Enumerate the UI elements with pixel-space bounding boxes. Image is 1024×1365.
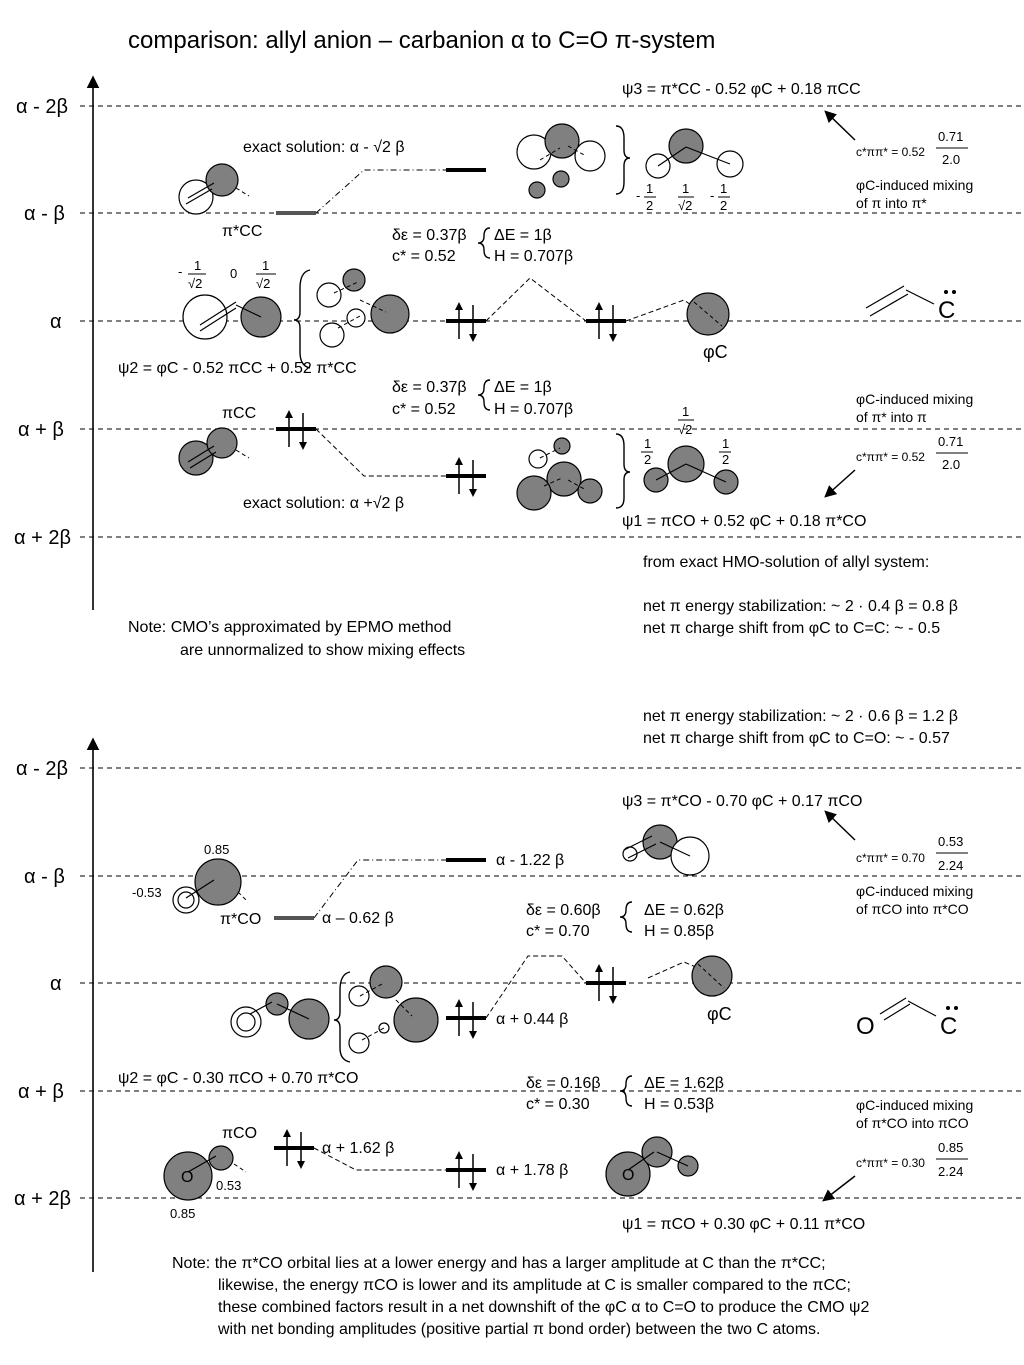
- mix-fraction-num: 0.71: [938, 129, 964, 144]
- svg-text:1: 1: [646, 181, 654, 196]
- mix-fraction-num: 0.71: [938, 434, 964, 449]
- delta-epsilon: δε = 0.60β: [526, 902, 601, 919]
- svg-text:1: 1: [722, 436, 730, 451]
- svg-text:O: O: [856, 1013, 875, 1040]
- psi1-level: [446, 1151, 486, 1191]
- svg-text:1: 1: [682, 181, 690, 196]
- psi2-co-orbital: [231, 993, 329, 1039]
- psi2-equation: ψ2 = φC - 0.30 πCO + 0.70 π*CO: [118, 1070, 359, 1087]
- svg-text:2: 2: [722, 452, 730, 467]
- exact-upper-label: exact solution: α - √2 β: [243, 139, 405, 156]
- svg-text:√2: √2: [256, 276, 271, 291]
- delta-epsilon: δε = 0.37β: [392, 227, 467, 244]
- arrow: [826, 470, 855, 496]
- mix-text: φC-induced mixing: [856, 391, 974, 407]
- pi-star-cc-label: π*CC: [222, 223, 263, 240]
- svg-text:2: 2: [646, 198, 654, 213]
- top-level-label: α + 2β: [14, 527, 71, 549]
- svg-text:-: -: [178, 264, 183, 279]
- delta-e: ΔE = 1β: [494, 379, 552, 396]
- pi-cc-level: [276, 410, 316, 450]
- exact-lower-label: exact solution: α +√2 β: [243, 495, 405, 512]
- mix-fraction-den: 2.0: [942, 152, 961, 167]
- delta-e: ΔE = 1.62β: [644, 1075, 724, 1092]
- note-bottom: with net bonding amplitudes (positive partial π bond order) between the two C atoms.: [218, 1321, 821, 1338]
- phi-c-orbital: [687, 293, 729, 335]
- o-atom-label: O: [622, 1167, 635, 1184]
- c-star: c* = 0.52: [392, 248, 456, 265]
- psi2-level-right: [586, 964, 626, 1004]
- arrow: [826, 812, 855, 840]
- coef-label: -0.53: [132, 885, 162, 900]
- connector: [316, 170, 446, 213]
- mix-coefficient: c*ππ* = 0.70: [856, 851, 925, 865]
- bottom-level-label: α + β: [18, 1081, 64, 1103]
- e-pi-label: α + 1.62 β: [322, 1140, 395, 1157]
- mix-fraction-den: 2.24: [938, 858, 964, 873]
- connector: [648, 962, 698, 978]
- psi2-orbital-set: [317, 269, 409, 347]
- allyl-structure: [866, 286, 956, 324]
- arrow: [826, 112, 855, 140]
- delta-epsilon: δε = 0.37β: [392, 379, 467, 396]
- phi-c-label: φC: [703, 342, 728, 362]
- mix-text: φC-induced mixing: [856, 883, 974, 899]
- svg-text:2: 2: [644, 452, 652, 467]
- mix-coefficient: c*ππ* = 0.30: [856, 1156, 925, 1170]
- top-level-label: α - 2β: [16, 96, 68, 118]
- summary-energy: net π energy stabilization: ~ 2 · 0.6 β = 1.2 β: [643, 708, 958, 725]
- svg-text:1: 1: [644, 436, 652, 451]
- mix-text: of π into π*: [856, 195, 927, 211]
- psi3-exact-orbital: [646, 129, 743, 178]
- pi-co-level: [274, 1129, 314, 1169]
- svg-text:√2: √2: [188, 276, 203, 291]
- svg-text:1: 1: [262, 258, 270, 273]
- pi-cc-label: πCC: [222, 405, 257, 422]
- psi2-level-left: [446, 302, 486, 342]
- psi2-co-orbital-set: [349, 966, 438, 1053]
- brace: [478, 228, 490, 258]
- coef-label: 0.53: [216, 1178, 242, 1193]
- svg-text:0: 0: [230, 266, 238, 281]
- mix-text: of π* into π: [856, 409, 927, 425]
- summary-charge: net π charge shift from φC to C=O: ~ - 0.57: [643, 730, 950, 747]
- delta-epsilon: δε = 0.16β: [526, 1075, 601, 1092]
- psi1-orbital-set: [517, 438, 602, 510]
- coef-label: 0.85: [204, 842, 230, 857]
- o-atom-label: O: [181, 1169, 194, 1186]
- hmo-heading: from exact HMO-solution of allyl system:: [643, 554, 930, 571]
- h-value: H = 0.53β: [644, 1096, 715, 1113]
- brace: [294, 270, 310, 368]
- mix-text: of π*CO into πCO: [856, 1115, 969, 1131]
- psi2-orbital: [183, 295, 281, 339]
- psi1-co-orbital: [606, 1137, 698, 1196]
- svg-text:C: C: [940, 1013, 958, 1040]
- mix-fraction-num: 0.85: [938, 1140, 964, 1155]
- coef-label: 0.85: [170, 1206, 196, 1221]
- pi-star-cc-orbital: [179, 164, 249, 214]
- pi-co-label: πCO: [222, 1125, 258, 1142]
- psi3-co-orbital: [623, 825, 709, 875]
- top-level-label: α + β: [18, 419, 64, 441]
- brace: [616, 434, 630, 508]
- note-top: are unnormalized to show mixing effects: [180, 642, 466, 659]
- psi3-equation: ψ3 = π*CC - 0.52 φC + 0.18 πCC: [622, 81, 861, 98]
- delta-e: ΔE = 1β: [494, 227, 552, 244]
- mix-coefficient: c*ππ* = 0.52: [856, 450, 925, 464]
- note-bottom: these combined factors result in a net downshift of the φC α to C=O to produce the CMO ψ2: [218, 1299, 870, 1316]
- note-bottom: likewise, the energy πCO is lower and its amplitude at C is smaller compared to the πCC;: [218, 1277, 851, 1294]
- top-level-label: α: [50, 311, 62, 333]
- h-value: H = 0.85β: [644, 923, 715, 940]
- psi3-coefficients: [636, 181, 730, 213]
- e-pistar-label: α – 0.62 β: [322, 910, 394, 927]
- svg-text:√2: √2: [678, 198, 693, 213]
- bottom-level-label: α - 2β: [16, 758, 68, 780]
- bottom-panel: [14, 708, 1024, 1338]
- h-value: H = 0.707β: [494, 401, 574, 418]
- pi-cc-orbital: [179, 428, 249, 475]
- psi3-equation: ψ3 = π*CO - 0.70 φC + 0.17 πCO: [622, 793, 863, 810]
- c-star: c* = 0.52: [392, 401, 456, 418]
- pi-star-co-label: π*CO: [220, 911, 262, 928]
- mix-text: of πCO into π*CO: [856, 901, 969, 917]
- top-panel: [14, 78, 1024, 659]
- brace: [616, 126, 630, 194]
- e-lower-label: α + 1.78 β: [496, 1162, 569, 1179]
- connector: [486, 956, 586, 1018]
- psi3-orbital-set: [517, 124, 605, 198]
- phi-c-label: φC: [707, 1004, 732, 1024]
- top-level-label: α - β: [24, 203, 65, 225]
- svg-text:2: 2: [720, 198, 728, 213]
- e-upper-label: α - 1.22 β: [496, 852, 565, 869]
- note-bottom: Note: the π*CO orbital lies at a lower energy and has a larger amplitude at C than the π*CC;: [172, 1255, 826, 1272]
- pi-star-co-orbital: [173, 859, 248, 913]
- diagram-title: comparison: allyl anion – carbanion α to C=O π-system: [128, 27, 716, 54]
- mix-coefficient: c*ππ* = 0.52: [856, 145, 925, 159]
- hmo-charge: net π charge shift from φC to C=C: ~ - 0.5: [643, 620, 941, 637]
- svg-text:1: 1: [194, 258, 202, 273]
- arrow: [824, 1176, 855, 1200]
- hmo-energy: net π energy stabilization: ~ 2 · 0.4 β = 0.8 β: [643, 598, 958, 615]
- connector: [486, 278, 586, 321]
- delta-e: ΔE = 0.62β: [644, 902, 724, 919]
- enolate-structure: [856, 998, 958, 1040]
- psi1-equation: ψ1 = πCO + 0.52 φC + 0.18 π*CO: [622, 513, 867, 530]
- h-value: H = 0.707β: [494, 248, 574, 265]
- psi1-level: [446, 457, 486, 497]
- mix-text: φC-induced mixing: [856, 177, 974, 193]
- bottom-level-label: α - β: [24, 866, 65, 888]
- brace: [478, 380, 490, 410]
- mix-fraction-num: 0.53: [938, 834, 964, 849]
- psi2-equation: ψ2 = φC - 0.52 πCC + 0.52 π*CC: [118, 360, 357, 377]
- svg-text:√2: √2: [678, 422, 693, 437]
- svg-text:-: -: [710, 188, 715, 203]
- svg-text:C: C: [938, 297, 956, 324]
- psi2-level-left: [446, 999, 486, 1039]
- mix-fraction-den: 2.24: [938, 1164, 964, 1179]
- c-star: c* = 0.30: [526, 1096, 590, 1113]
- bottom-level-label: α + 2β: [14, 1188, 71, 1210]
- psi2-coefficients: [178, 258, 276, 291]
- psi2-level-right: [586, 302, 626, 342]
- e-mid-label: α + 0.44 β: [496, 1011, 569, 1028]
- svg-text:1: 1: [682, 404, 690, 419]
- phi-c-orbital: [692, 956, 732, 996]
- connector: [316, 429, 446, 476]
- brace: [620, 902, 632, 932]
- svg-text:-: -: [636, 188, 641, 203]
- c-star: c* = 0.70: [526, 923, 590, 940]
- brace: [334, 972, 350, 1062]
- mix-fraction-den: 2.0: [942, 457, 961, 472]
- svg-text:1: 1: [720, 181, 728, 196]
- bottom-level-label: α: [50, 973, 62, 995]
- psi1-equation: ψ1 = πCO + 0.30 φC + 0.11 π*CO: [622, 1216, 866, 1233]
- mix-text: φC-induced mixing: [856, 1097, 974, 1113]
- note-top: Note: CMO’s approximated by EPMO method: [128, 619, 452, 636]
